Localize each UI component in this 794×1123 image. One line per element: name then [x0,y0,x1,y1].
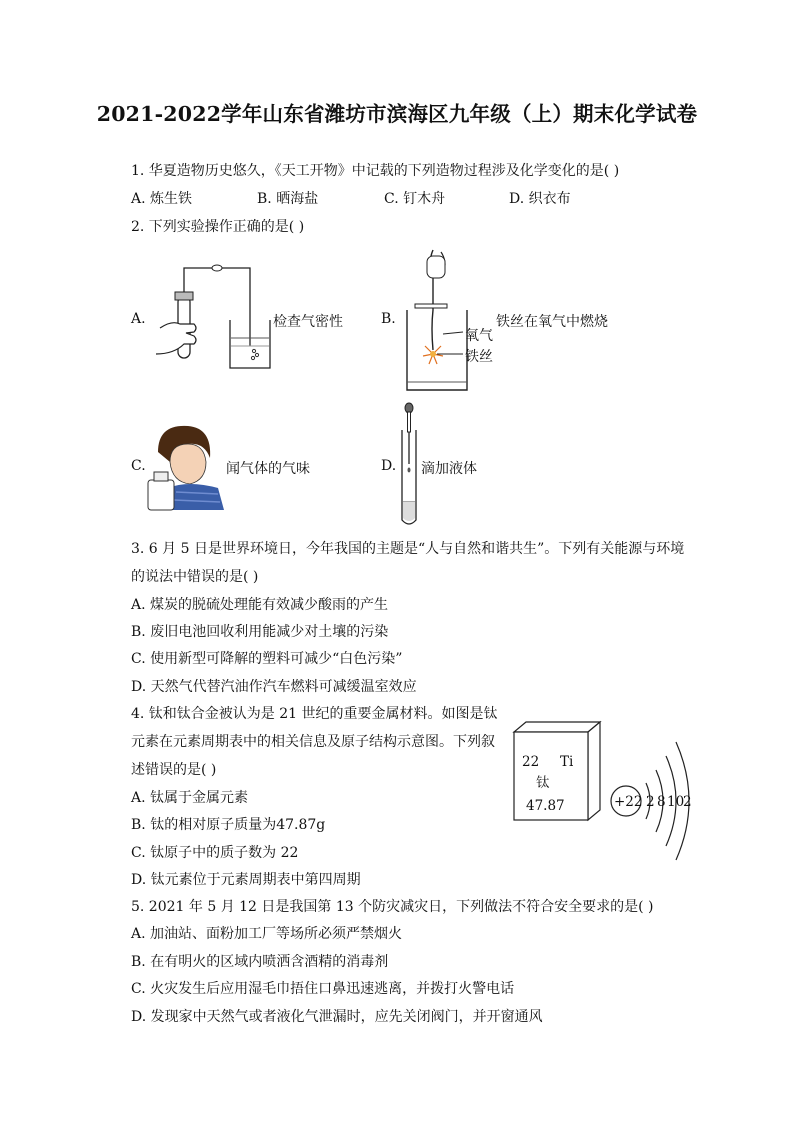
titanium-element-cell [508,722,602,822]
q5-option-d[interactable]: D. 发现家中天然气或者液化气泄漏时，应先关闭阀门，并开窗通风 [131,1009,543,1025]
question-4-stem-line-3: 述错误的是( ) [131,762,217,778]
q2-option-c-caption: 闻气体的气味 [226,461,310,477]
q2-option-b-caption: 铁丝在氧气中燃烧 [496,314,608,330]
q2-option-b-letter[interactable]: B. [381,311,396,327]
q4-option-d[interactable]: D. 钛元素位于元素周期表中第四周期 [131,872,361,888]
question-1-stem: 1. 华夏造物历史悠久，《天工开物》中记载的下列造物过程涉及化学变化的是( ) [131,163,620,179]
q2-option-a-letter[interactable]: A. [131,311,146,327]
q4-option-b[interactable]: B. 钛的相对原子质量为47.87g [131,817,326,833]
iron-wire-combustion-illustration [403,250,473,392]
q2-option-d-caption: 滴加液体 [421,461,477,477]
shell-2-electrons: 8 [657,794,666,810]
question-4-stem-line-2: 元素在元素周期表中的相关信息及原子结构示意图。下列叙 [131,734,495,750]
q3-option-d[interactable]: D. 天然气代替汽油作汽车燃料可减缓温室效应 [131,679,417,695]
q3-option-a[interactable]: A. 煤炭的脱硫处理能有效减少酸雨的产生 [131,597,389,613]
q5-option-a[interactable]: A. 加油站、面粉加工厂等场所必须严禁烟火 [131,926,403,942]
question-3-stem-line-1: 3. 6 月 5 日是世界环境日，今年我国的主题是“人与自然和谐共生”。下列有关能源与环境 [131,541,685,557]
oxygen-label: 氧气 [465,328,493,344]
atomic-number: 22 [522,754,540,770]
q3-option-b[interactable]: B. 废旧电池回收利用能减少对土壤的污染 [131,624,389,640]
smelling-gas-illustration [148,422,228,510]
q2-option-d-letter[interactable]: D. [381,458,397,474]
titanium-atom-diagram [608,712,692,822]
q2-option-a-caption: 检查气密性 [273,314,343,330]
atomic-mass: 47.87 [526,798,565,814]
airtightness-check-illustration [150,258,275,373]
q1-option-b[interactable]: B. 晒海盐 [257,191,319,207]
q1-option-a[interactable]: A. 炼生铁 [131,191,193,207]
question-4-stem-line-1: 4. 钛和钛合金被认为是 21 世纪的重要金属材料。如图是钛 [131,706,498,722]
question-5-stem: 5. 2021 年 5 月 12 日是我国第 13 个防灾减灾日，下列做法不符合安全要求的是( ) [131,899,654,915]
nucleus-charge: +22 [614,794,643,810]
q1-option-d[interactable]: D. 织衣布 [509,191,571,207]
question-3-stem-line-2: 的说法中错误的是( ) [131,569,259,585]
question-2-stem: 2. 下列实验操作正确的是( ) [131,219,305,235]
exam-title: 2021-2022学年山东省潍坊市滨海区九年级（上）期末化学试卷 [96,102,698,126]
q5-option-b[interactable]: B. 在有明火的区域内喷洒含酒精的消毒剂 [131,954,389,970]
q2-option-c-letter[interactable]: C. [131,458,146,474]
q4-option-c[interactable]: C. 钛原子中的质子数为 22 [131,845,299,861]
iron-wire-label: 铁丝 [465,349,493,365]
element-symbol: Ti [560,754,574,770]
q4-option-a[interactable]: A. 钛属于金属元素 [131,790,249,806]
q1-option-c[interactable]: C. 钉木舟 [384,191,446,207]
q3-option-c[interactable]: C. 使用新型可降解的塑料可减少“白色污染” [131,651,403,667]
q5-option-c[interactable]: C. 火灾发生后应用湿毛巾捂住口鼻迅速逃离，并拨打火警电话 [131,981,515,997]
shell-3-electrons: 10 [667,794,685,810]
element-name: 钛 [536,775,550,791]
shell-1-electrons: 2 [646,794,655,810]
shell-4-electrons: 2 [683,794,692,810]
